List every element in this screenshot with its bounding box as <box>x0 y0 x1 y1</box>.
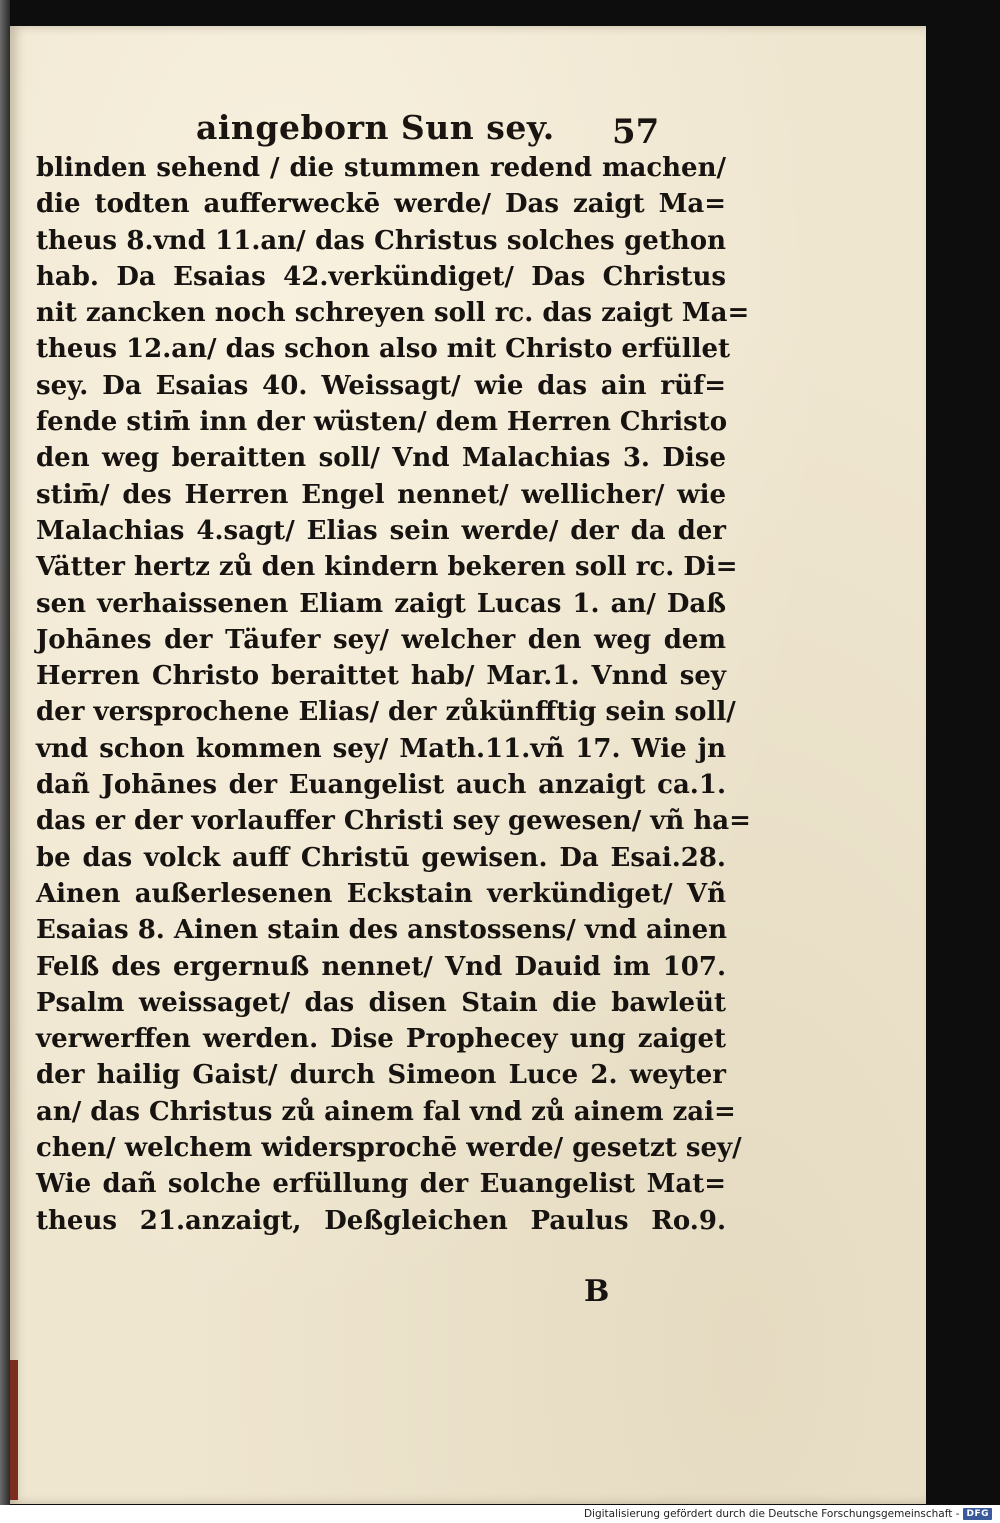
text-line: Psalm weissaget/ das disen Stain die bawleüt <box>36 987 726 1018</box>
text-line: Felß des ergernuß nennet/ Vnd Dauid im 107. <box>36 951 726 982</box>
text-line: der hailig Gaist/ durch Simeon Luce 2. weyter <box>36 1060 726 1091</box>
text-line: hab. Da Esaias 42.verkündiget/ Das Christus <box>36 261 726 292</box>
text-line: das er der vorlauffer Christi sey gewesen/ vñ ha= <box>36 806 751 837</box>
text-line: dañ Johānes der Euangelist auch anzaigt ca.1. <box>36 770 726 801</box>
page-edge-stain <box>10 1360 18 1500</box>
text-line: der versprochene Elias/ der zůkünfftig sein soll/ <box>36 697 736 728</box>
text-line: an/ das Christus zů ainem fal vnd zů ainem zai= <box>36 1096 736 1127</box>
text-line: theus 21.anzaigt, Deßgleichen Paulus Ro.9. <box>36 1205 726 1236</box>
footer-text: Digitalisierung gefördert durch die Deutsche Forschungsgemeinschaft - <box>583 1508 960 1520</box>
text-line: theus 8.vnd 11.an/ das Christus solches gethon <box>36 225 726 256</box>
page-number: 57 <box>612 112 660 152</box>
text-line: verwerffen werden. Dise Prophecey ung zaiget <box>36 1024 726 1055</box>
text-line: Herren Christo beraittet hab/ Mar.1. Vnnd sey <box>36 661 726 692</box>
text-line: Ainen außerlesenen Eckstain verkündiget/ Vñ <box>36 878 726 909</box>
signature-mark: B <box>584 1274 610 1309</box>
text-line: blinden sehend / die stummen redend machen/ <box>36 153 726 183</box>
text-line: Wie dañ solche erfüllung der Euangelist Mat= <box>36 1169 726 1200</box>
body-text <box>36 150 751 1239</box>
text-line: nit zancken noch schreyen soll rc. das zaigt Ma= <box>36 298 750 329</box>
text-line: den weg beraitten soll/ Vnd Malachias 3. Dise <box>36 443 726 474</box>
text-line: theus 12.an/ das schon also mit Christo erfüllet <box>36 334 731 365</box>
text-line: sen verhaissenen Eliam zaigt Lucas 1. an/ Daß <box>36 588 726 619</box>
text-line: Johānes der Täufer sey/ welcher den weg dem <box>36 624 726 655</box>
text-line: vnd schon kommen sey/ Math.11.vñ 17. Wie jn <box>36 733 726 764</box>
text-line: die todten aufferweckē werde/ Das zaigt Ma= <box>36 189 726 220</box>
text-line: Esaias 8. Ainen stain des anstossens/ vnd ainen <box>36 915 728 946</box>
text-line: Vätter hertz zů den kindern bekeren soll rc. Di= <box>36 552 738 583</box>
footer <box>584 1508 992 1520</box>
running-title: aingeborn Sun sey. <box>196 108 555 147</box>
text-line: be das volck auff Christū gewisen. Da Esai.28. <box>36 842 726 873</box>
text-line: sey. Da Esaias 40. Weissagt/ wie das ain rüf= <box>36 370 726 401</box>
text-line: chen/ welchem widersprochē werde/ gesetzt sey/ <box>36 1133 742 1164</box>
book-spine <box>0 0 10 1505</box>
dfg-logo: DFG <box>963 1508 992 1520</box>
text-line: Malachias 4.sagt/ Elias sein werde/ der da der <box>36 515 726 546</box>
text-line: fende stim̄ inn der wüsten/ dem Herren Christo <box>36 407 728 438</box>
text-line: stim̄/ des Herren Engel nennet/ wellicher/ wie <box>36 479 726 510</box>
